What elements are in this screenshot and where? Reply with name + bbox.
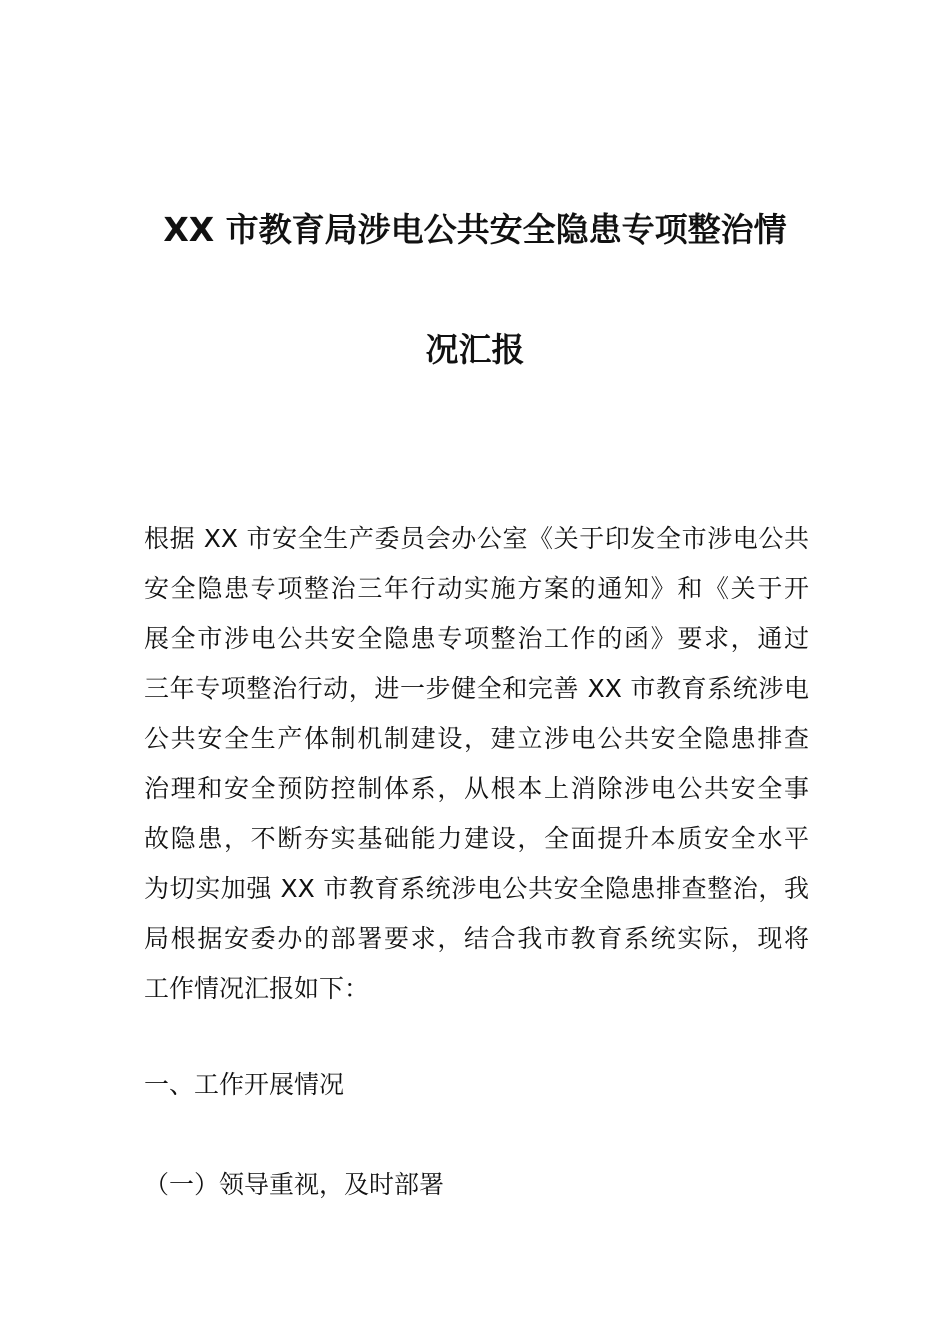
paragraph-line: 治理和安全预防控制体系，从根本上消除涉电公共安全事 <box>144 774 809 803</box>
paragraph-line: 根据 XX 市安全生产委员会办公室《关于印发全市涉电公共 <box>144 524 809 553</box>
document-title-line-1: XX 市教育局涉电公共安全隐患专项整治情 <box>163 210 787 249</box>
paragraph-line: 为切实加强 XX 市教育系统涉电公共安全隐患排查整治，我 <box>144 874 809 903</box>
paragraph-line: 公共安全生产体制机制建设，建立涉电公共安全隐患排查 <box>144 724 809 753</box>
intro-paragraph <box>144 514 809 1014</box>
subsection-heading: （一）领导重视，及时部署 <box>144 1170 445 1199</box>
paragraph-line: 三年专项整治行动，进一步健全和完善 XX 市教育系统涉电 <box>144 674 809 703</box>
paragraph-line: 故隐患，不断夯实基础能力建设，全面提升本质安全水平 <box>144 824 809 853</box>
paragraph-line: 局根据安委办的部署要求，结合我市教育系统实际，现将 <box>144 924 809 953</box>
paragraph-line: 工作情况汇报如下： <box>144 974 370 1003</box>
paragraph-line: 展全市涉电公共安全隐患专项整治工作的函》要求，通过 <box>144 624 809 653</box>
section-heading: 一、工作开展情况 <box>144 1070 345 1099</box>
paragraph-line: 安全隐患专项整治三年行动实施方案的通知》和《关于开 <box>144 574 809 603</box>
document-title-line-2: 况汇报 <box>425 330 525 369</box>
